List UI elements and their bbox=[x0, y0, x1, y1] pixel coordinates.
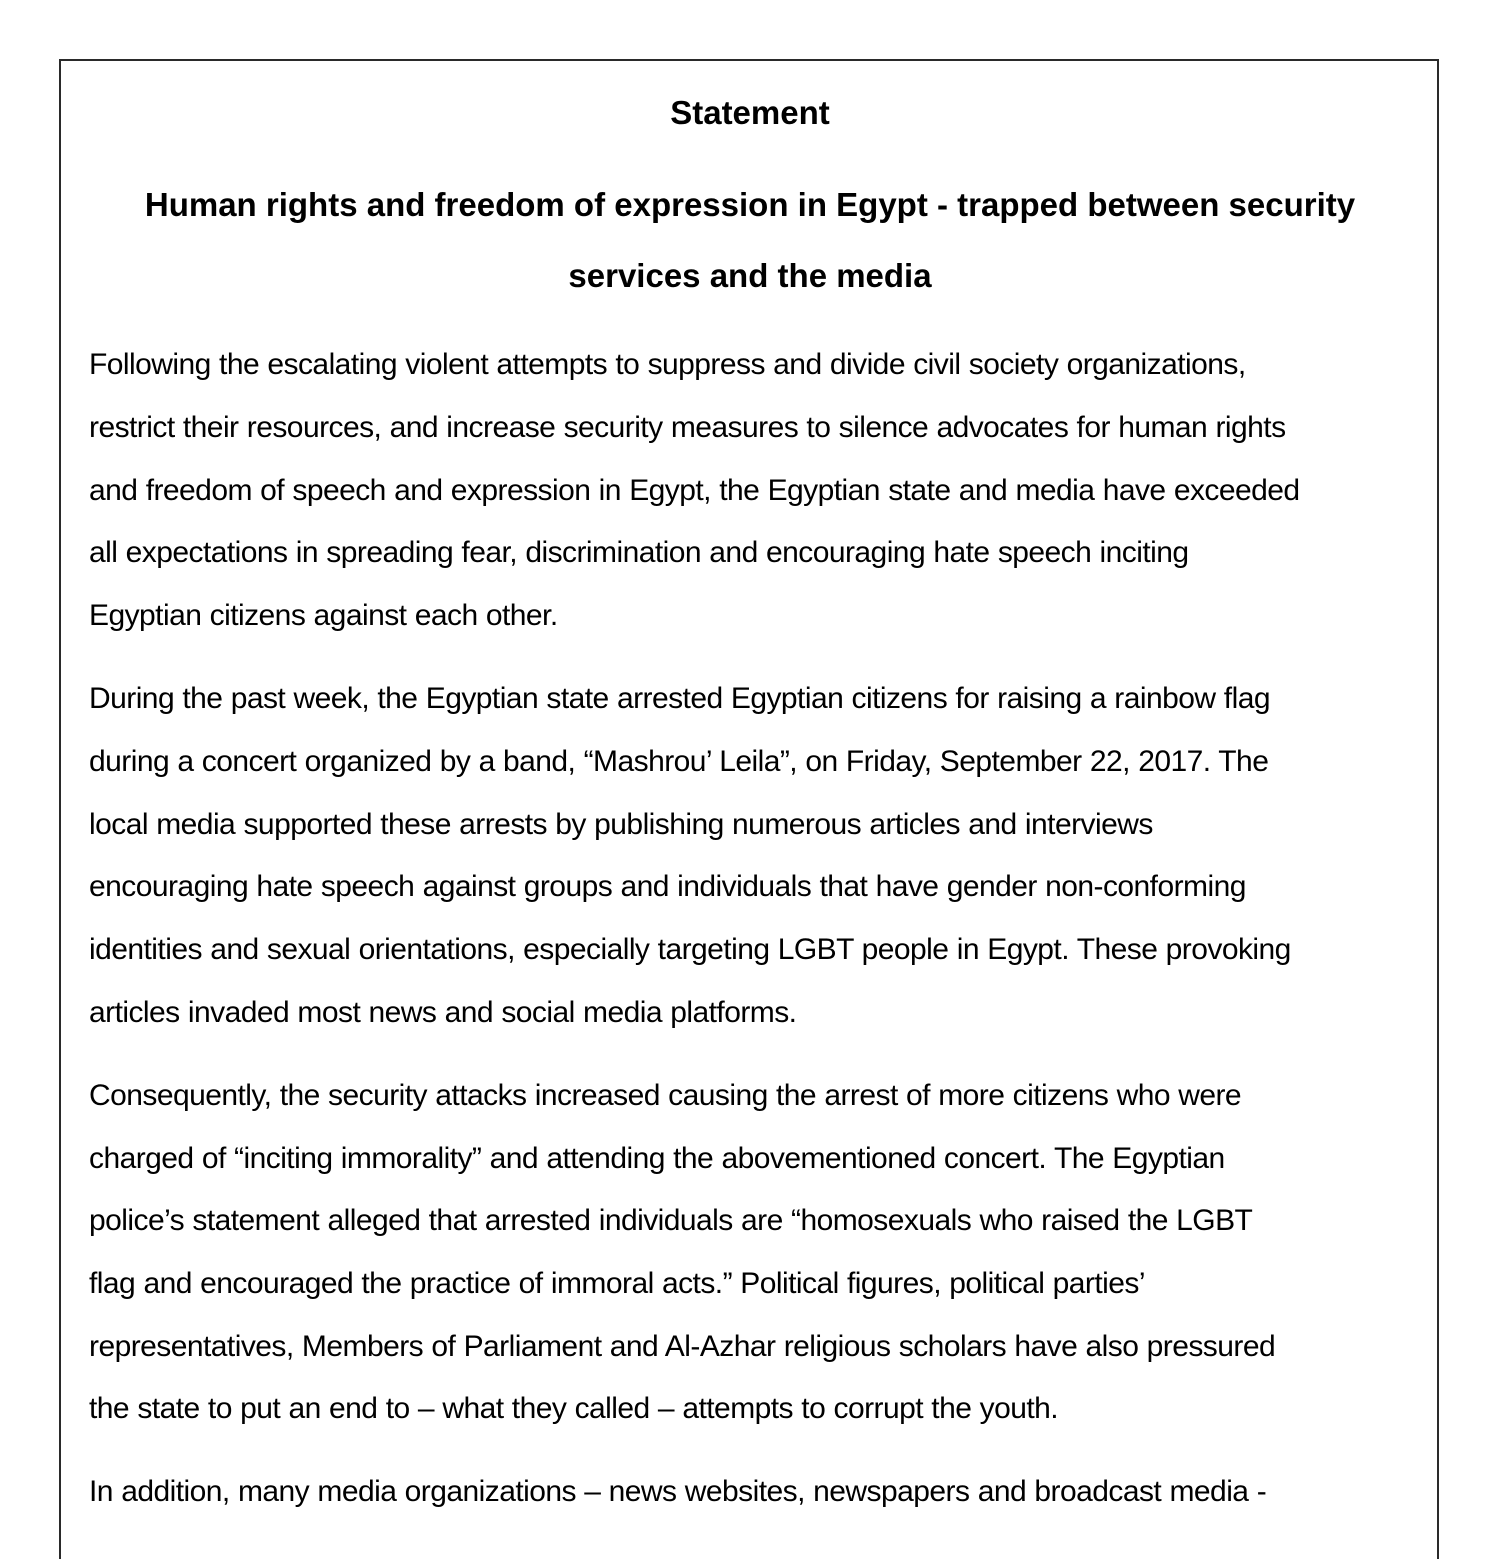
paragraph-line: charged of “inciting immorality” and attending the abovementioned concert. The Egyptian bbox=[89, 1142, 1225, 1175]
paragraph-line: local media supported these arrests by publishing numerous articles and interviews bbox=[89, 808, 1153, 841]
document-heading-line-2: services and the media bbox=[568, 257, 932, 294]
paragraph-line: Following the escalating violent attempts to suppress and divide civil society organizations, bbox=[89, 348, 1246, 381]
paragraph-line: flag and encouraged the practice of immoral acts.” Political figures, political parties’ bbox=[89, 1267, 1145, 1300]
paragraph-line: identities and sexual orientations, especially targeting LGBT people in Egypt. These provoking bbox=[89, 933, 1291, 966]
paragraph-line: the state to put an end to – what they called – attempts to corrupt the youth. bbox=[89, 1392, 1059, 1425]
paragraph-line: During the past week, the Egyptian state arrested Egyptian citizens for raising a rainbow flag bbox=[89, 682, 1270, 715]
paragraph-line: encouraging hate speech against groups and individuals that have gender non-conforming bbox=[89, 870, 1246, 903]
paragraph-line: articles invaded most news and social media platforms. bbox=[89, 996, 797, 1029]
paragraph-line: during a concert organized by a band, “Mashrou’ Leila”, on Friday, September 22, 2017. The bbox=[89, 745, 1269, 778]
paragraph-line: all expectations in spreading fear, discrimination and encouraging hate speech inciting bbox=[89, 536, 1189, 569]
paragraph-line: In addition, many media organizations – news websites, newspapers and broadcast media - bbox=[89, 1475, 1267, 1508]
paragraph-line: Consequently, the security attacks increased causing the arrest of more citizens who were bbox=[89, 1079, 1242, 1112]
paragraph-line: representatives, Members of Parliament and Al-Azhar religious scholars have also pressured bbox=[89, 1330, 1276, 1363]
paragraph-line: restrict their resources, and increase security measures to silence advocates for human rights bbox=[89, 411, 1286, 444]
paragraph-line: Egyptian citizens against each other. bbox=[89, 599, 558, 632]
document-heading-line-1: Human rights and freedom of expression in Egypt - trapped between security bbox=[144, 186, 1356, 223]
document-title: Statement bbox=[670, 94, 830, 131]
paragraph-line: and freedom of speech and expression in Egypt, the Egyptian state and media have exceeded bbox=[89, 474, 1300, 507]
paragraph-line: police’s statement alleged that arrested individuals are “homosexuals who raised the LGBT bbox=[89, 1204, 1253, 1237]
